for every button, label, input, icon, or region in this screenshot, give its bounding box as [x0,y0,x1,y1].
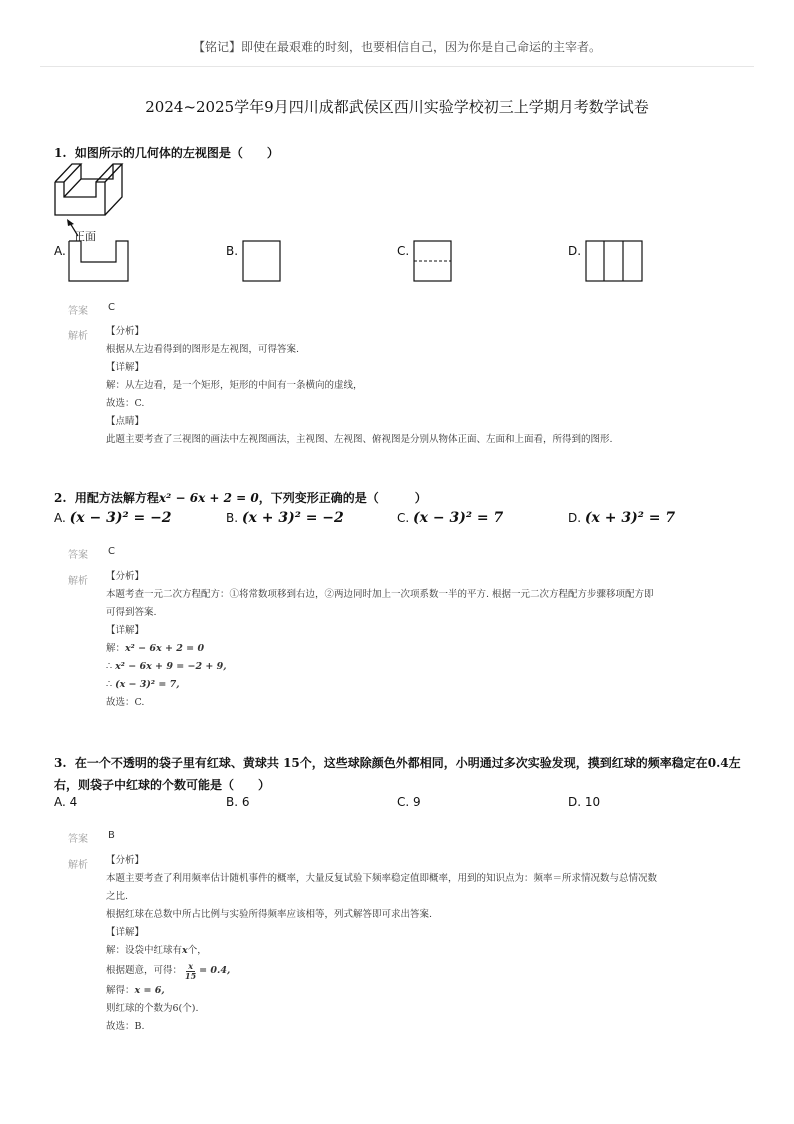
analysis-line: 故选：C. [106,398,145,409]
analysis-step: 解：设袋中红球有x个， [106,945,207,956]
question-1-figure-label: 正面 [74,230,96,243]
analysis-line: 【点睛】 [106,416,145,427]
analysis-line: 故选：B. [106,1021,145,1032]
analysis-step: 解：x² − 6x + 2 = 0 [106,643,205,654]
question-2-option-b[interactable]: B. (x + 3)² = −2 [226,510,344,526]
analysis-step: ∴ (x − 3)² = 7, [106,679,180,690]
question-1-option-c-label: C. [397,244,410,258]
analysis-line: 【详解】 [106,362,145,373]
question-2-stem: 2. 用配方法解方程x² − 6x + 2 = 0，下列变形正确的是（ ） [54,491,427,505]
question-3-stem: 3. 在一个不透明的袋子里有红球、黄球共 15个，这些球除颜色外都相同，小明通过多次实验发现，摸到红球的频率稳定在0.4左 右，则袋子中红球的个数可能是（ ） [54,756,741,792]
analysis-step: ∴ x² − 6x + 9 = −2 + 9, [106,661,227,672]
page-title: 2024~2025学年9月四川成都武侯区西川实验学校初三上学期月考数学试卷 [145,98,649,116]
question-2-option-c[interactable]: C. (x − 3)² = 7 [397,510,504,526]
analysis-line: 本题主要考查了利用频率估计随机事件的概率，大量反复试验下频率稳定值即概率，用到的知识点为：频率＝所求情况数与总情况数 [106,873,658,884]
question-3-option-c[interactable]: C. 9 [397,795,421,809]
question-3-analysis [106,852,657,1036]
analysis-line: 故选：C. [106,697,145,708]
question-3-answer-label: 答案 [68,834,88,845]
analysis-step: 根据题意，可得： $\frac{x}{15}$ = 0.4, [106,960,231,981]
fraction: $\frac{x}{15}$ [185,960,197,981]
analysis-line: 根据红球在总数中所占比例与实验所得频率应该相等，列式解答即可求出答案. [106,909,433,920]
analysis-line: 解：从左边看，是一个矩形，矩形的中间有一条横向的虚线， [106,380,363,391]
analysis-line: 根据从左边看得到的图形是左视图，可得答案. [106,344,300,355]
question-3-option-a[interactable]: A. 4 [54,795,78,809]
header-divider [40,66,754,67]
analysis-line: 【详解】 [106,625,145,636]
question-2-answer-label: 答案 [68,550,88,561]
question-3-answer: B [108,830,115,841]
question-1-stem: 1. 如图所示的几何体的左视图是（ ） [54,146,279,160]
question-1-analysis-label: 解析 [68,331,88,342]
analysis-line: 则红球的个数为6(个). [106,1003,199,1014]
analysis-line: 本题考查一元二次方程配方：①将常数项移到右边，②两边同时加上一次项系数一半的平方. 根据一元二次方程配方步骤移项配方即 [106,589,654,600]
analysis-step: 解得：x = 6, [106,985,165,996]
question-2-equation: x² − 6x + 2 = 0 [158,491,259,505]
question-3-option-b[interactable]: B. 6 [226,795,250,809]
analysis-line: 【分析】 [106,326,145,337]
analysis-line: 此题主要考查了三视图的画法中左视图画法，主视图、左视图、俯视图是分别从物体正面、左面和上面看，所得到的图形. [106,434,613,445]
analysis-line: 【详解】 [106,927,145,938]
question-3-option-d[interactable]: D. 10 [568,795,601,809]
question-1-option-b-label: B. [226,244,239,258]
analysis-line: 【分析】 [106,855,145,866]
question-2-answer: C [108,546,115,557]
question-3-analysis-label: 解析 [68,860,88,871]
analysis-line: 【分析】 [106,571,145,582]
question-2-option-a[interactable]: A. (x − 3)² = −2 [54,510,172,526]
question-2-option-d[interactable]: D. (x + 3)² = 7 [568,510,676,526]
question-2-analysis [106,568,654,712]
question-2-analysis-label: 解析 [68,576,88,587]
question-1-option-a-label: A. [54,244,66,258]
question-1-option-d-figure [0,0,1,1]
analysis-line: 之比. [106,891,129,902]
motto: 【铭记】即使在最艰难的时刻，也要相信自己，因为你是自己命运的主宰者。 [192,40,601,54]
analysis-line: 可得到答案. [106,607,157,618]
question-1-analysis [106,323,613,449]
question-1-option-d-label: D. [568,244,582,258]
question-1-answer-label: 答案 [68,306,88,317]
question-1-answer: C [108,302,115,313]
